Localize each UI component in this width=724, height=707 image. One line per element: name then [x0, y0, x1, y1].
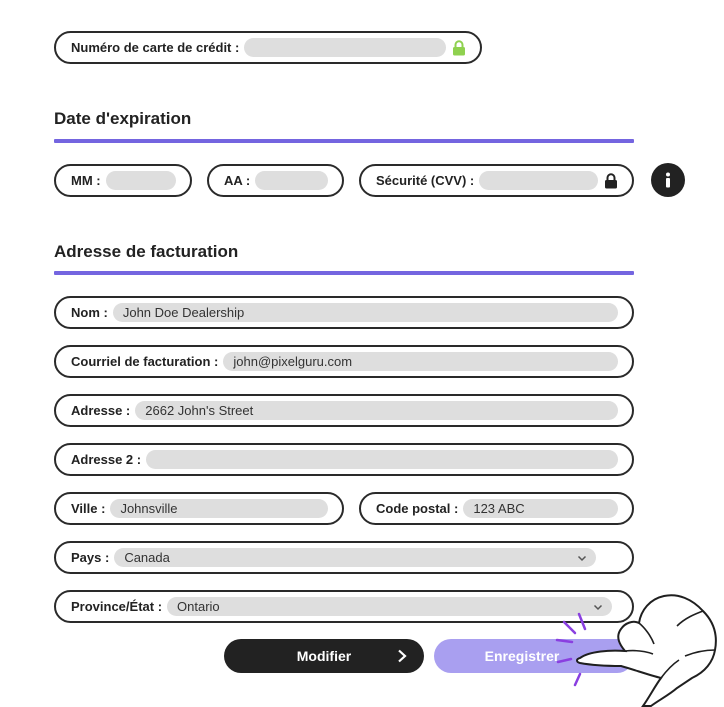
aa-label: AA : — [224, 173, 251, 188]
city-field — [54, 492, 344, 525]
card-number-input[interactable] — [244, 38, 446, 57]
province-field — [54, 590, 634, 623]
name-input[interactable] — [113, 303, 618, 322]
address2-label: Adresse 2 : — [71, 452, 142, 467]
name-label: Nom : — [71, 305, 108, 320]
country-select[interactable] — [114, 548, 596, 567]
billing-divider — [54, 271, 634, 275]
lock-icon — [604, 173, 618, 189]
lock-icon — [452, 40, 466, 56]
card-number-label: Numéro de carte de crédit : — [71, 40, 240, 55]
info-button[interactable] — [651, 163, 685, 197]
cvv-field — [359, 164, 634, 197]
mm-label: MM : — [71, 173, 101, 188]
address-field — [54, 394, 634, 427]
hand-pointer-icon — [555, 590, 724, 707]
aa-input[interactable] — [255, 171, 328, 190]
info-icon — [665, 172, 671, 188]
address-label: Adresse : — [71, 403, 131, 418]
address-input[interactable] — [135, 401, 618, 420]
country-field — [54, 541, 634, 574]
city-input[interactable] — [110, 499, 328, 518]
name-field — [54, 296, 634, 329]
address2-input[interactable] — [146, 450, 618, 469]
modify-button-label: Modifier — [296, 648, 352, 664]
province-select[interactable] — [167, 597, 612, 616]
postal-code-field — [359, 492, 634, 525]
billing-email-field — [54, 345, 634, 378]
mm-field — [54, 164, 192, 197]
city-label: Ville : — [71, 501, 106, 516]
expiration-divider — [54, 139, 634, 143]
billing-email-label: Courriel de facturation : — [71, 354, 219, 369]
card-number-field — [54, 31, 482, 64]
expiration-title: Date d'expiration — [54, 109, 192, 128]
aa-field — [207, 164, 344, 197]
postal-code-input[interactable] — [463, 499, 618, 518]
mm-input[interactable] — [106, 171, 176, 190]
cvv-label: Sécurité (CVV) : — [376, 173, 475, 188]
save-button-label: Enregistrer — [484, 648, 560, 664]
province-label: Province/État : — [71, 599, 163, 614]
chevron-right-icon — [396, 649, 408, 663]
billing-title: Adresse de facturation — [54, 242, 239, 261]
modify-button[interactable] — [224, 639, 424, 673]
cvv-input[interactable] — [479, 171, 598, 190]
address2-field — [54, 443, 634, 476]
postal-code-label: Code postal : — [376, 501, 459, 516]
province-value: Ontario — [177, 599, 220, 614]
country-value: Canada — [124, 550, 170, 565]
chevron-down-icon — [576, 552, 588, 564]
billing-email-input[interactable] — [223, 352, 618, 371]
country-label: Pays : — [71, 550, 110, 565]
